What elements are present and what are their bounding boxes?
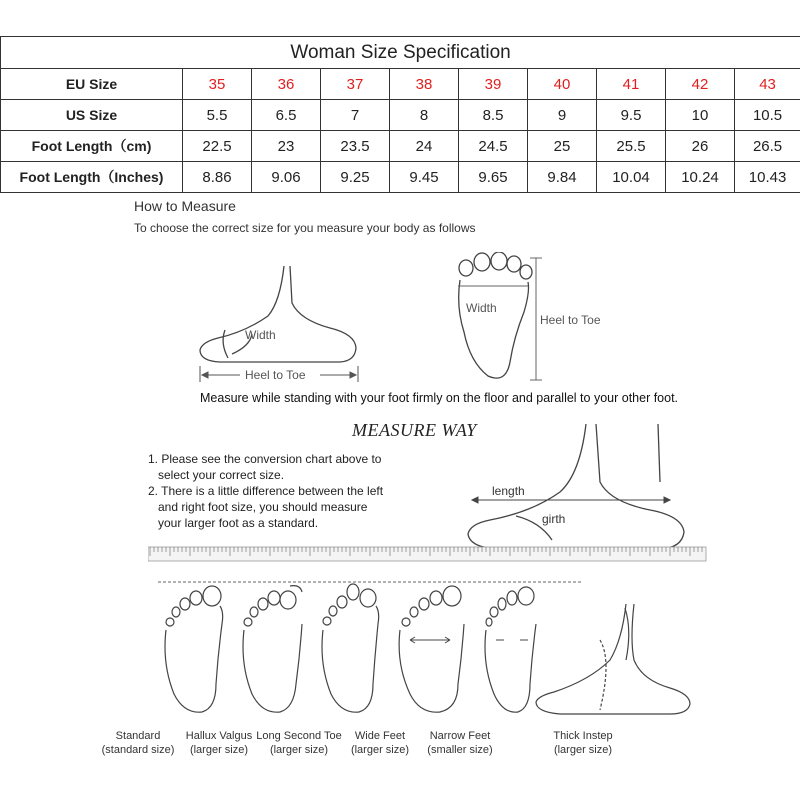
table-cell: 40 — [528, 69, 597, 100]
table-cell: 8.86 — [183, 162, 252, 193]
foot-type-note: (smaller size) — [427, 744, 493, 756]
foot-type-note: (larger size) — [189, 744, 249, 756]
table-cell: 7 — [321, 100, 390, 131]
foot-type-note: (standard size) — [101, 744, 175, 756]
girth-label: girth — [542, 512, 566, 526]
table-title: Woman Size Specification — [1, 37, 800, 69]
table-cell: 10 — [666, 100, 735, 131]
table-cell: 35 — [183, 69, 252, 100]
thick-instep-foot-icon — [536, 604, 690, 714]
table-cell: 23 — [252, 131, 321, 162]
foot-type-label — [415, 729, 505, 757]
foot-type-label — [254, 729, 344, 757]
table-cell: 39 — [459, 69, 528, 100]
measure-way-title: MEASURE WAY — [352, 420, 477, 440]
side-width-label: Width — [245, 328, 276, 342]
table-cell: 24.5 — [459, 131, 528, 162]
table-cell: 9.25 — [321, 162, 390, 193]
measure-foot-diagram — [460, 422, 700, 552]
size-table — [0, 36, 800, 193]
table-cell: 37 — [321, 69, 390, 100]
table-cell: 24 — [390, 131, 459, 162]
foot-type-label — [335, 729, 425, 757]
table-cell: 6.5 — [252, 100, 321, 131]
long-second-toe-foot-icon — [322, 584, 379, 712]
hallux-valgus-foot-icon — [243, 586, 302, 713]
foot-type-label — [538, 729, 628, 757]
table-cell: 38 — [390, 69, 459, 100]
how-to-measure-subtitle: To choose the correct size for you measure your body as follows — [134, 221, 476, 235]
table-cell: 5.5 — [183, 100, 252, 131]
ruler — [148, 545, 708, 563]
foot-type-note: (larger size) — [269, 744, 329, 756]
table-cell: 8.5 — [459, 100, 528, 131]
table-cell: 8 — [390, 100, 459, 131]
table-cell: 10.24 — [666, 162, 735, 193]
narrow-feet-foot-icon — [485, 587, 536, 712]
table-cell: 41 — [597, 69, 666, 100]
table-row — [1, 131, 800, 162]
thick-instep-diagram — [530, 600, 700, 720]
table-cell: 10.04 — [597, 162, 666, 193]
step-2-line-2: and right foot size, you should measure — [158, 500, 368, 514]
table-cell: 9 — [528, 100, 597, 131]
step-2-line-1: 2. There is a little difference between the left — [148, 484, 384, 498]
table-cell: 42 — [666, 69, 735, 100]
table-cell: 9.84 — [528, 162, 597, 193]
row-label: Foot Length（cm) — [1, 131, 183, 162]
table-cell: 25.5 — [597, 131, 666, 162]
length-label: length — [492, 484, 525, 498]
wide-feet-foot-icon — [399, 586, 464, 712]
table-cell: 9.45 — [390, 162, 459, 193]
table-cell: 23.5 — [321, 131, 390, 162]
row-label: Foot Length（Inches) — [1, 162, 183, 193]
table-row — [1, 69, 800, 100]
table-cell: 25 — [528, 131, 597, 162]
foot-type-name: Wide Feet — [354, 730, 406, 742]
side-foot-diagram — [190, 258, 370, 388]
table-cell: 43 — [735, 69, 800, 100]
foot-type-name: Long Second Toe — [256, 730, 342, 742]
foot-type-name: Standard — [115, 730, 161, 742]
step-1-line-2: select your correct size. — [158, 468, 285, 482]
table-cell: 10.5 — [735, 100, 800, 131]
row-label: US Size — [1, 100, 183, 131]
table-row — [1, 162, 800, 193]
table-cell: 9.65 — [459, 162, 528, 193]
side-length-label: Heel to Toe — [245, 368, 306, 382]
standard-foot-icon — [165, 586, 223, 712]
top-foot-diagram — [448, 252, 628, 386]
foot-type-note: (larger size) — [553, 744, 613, 756]
table-cell: 22.5 — [183, 131, 252, 162]
how-to-measure-title: How to Measure — [134, 198, 236, 214]
foot-types-diagram — [150, 572, 590, 722]
foot-type-name: Hallux Valgus — [185, 730, 253, 742]
table-cell: 26.5 — [735, 131, 800, 162]
table-cell: 10.43 — [735, 162, 800, 193]
table-cell: 9.06 — [252, 162, 321, 193]
measure-note: Measure while standing with your foot firmly on the floor and parallel to your other foot. — [200, 391, 679, 405]
side-foot-outline-icon — [200, 266, 356, 362]
table-cell: 36 — [252, 69, 321, 100]
table-row — [1, 100, 800, 131]
foot-type-note: (larger size) — [350, 744, 410, 756]
row-label: EU Size — [1, 69, 183, 100]
top-width-label: Width — [466, 301, 497, 315]
foot-type-name: Thick Instep — [553, 730, 613, 742]
step-1-line-1: 1. Please see the conversion chart above to — [148, 452, 382, 466]
top-foot-outline-icon — [459, 252, 532, 378]
table-cell: 9.5 — [597, 100, 666, 131]
table-cell: 26 — [666, 131, 735, 162]
foot-type-label — [93, 729, 183, 757]
step-2-line-3: your larger foot as a standard. — [158, 516, 319, 530]
foot-type-label — [174, 729, 264, 757]
foot-type-name: Narrow Feet — [429, 730, 491, 742]
top-length-label: Heel to Toe — [540, 313, 601, 327]
